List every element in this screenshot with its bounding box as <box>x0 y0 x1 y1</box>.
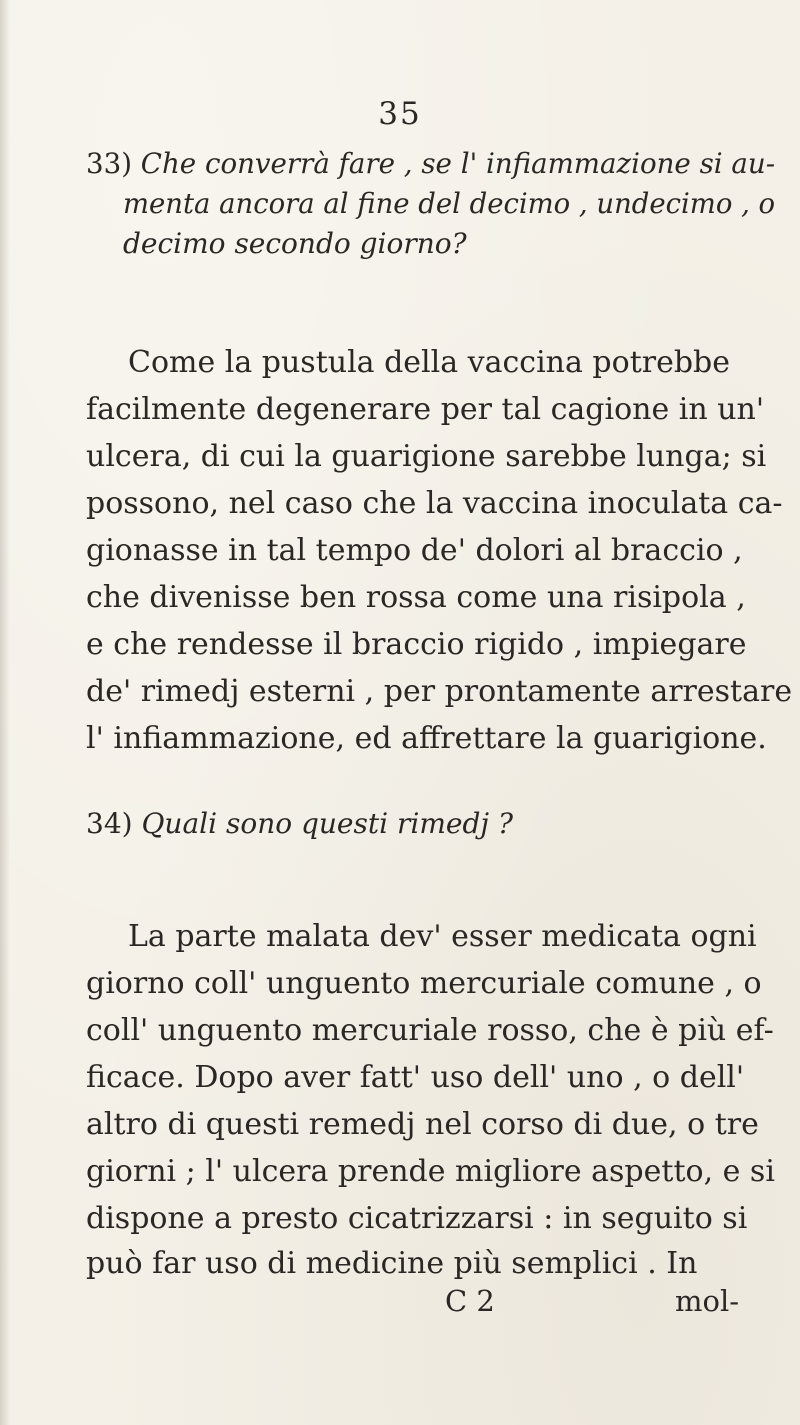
catchword: mol- <box>675 1284 740 1318</box>
answer-33-line-2: facilmente degenerare per tal cagione in un' <box>86 392 765 427</box>
question-33-line-1 <box>86 146 775 182</box>
answer-34-line-6: giorni ; l' ulcera prende migliore aspetto, e si <box>86 1154 775 1189</box>
question-33-number: 33) <box>86 147 133 180</box>
question-33-text-1: Che converrà fare , se l' infiammazione si au- <box>140 147 776 180</box>
answer-34-line-1: La parte malata dev' esser medicata ogni <box>128 919 757 954</box>
question-33-line-2: menta ancora al fine del decimo , undecimo , o <box>123 187 776 220</box>
answer-34-line-4: ficace. Dopo aver fatt' uso dell' uno , o dell' <box>86 1060 745 1095</box>
answer-33-line-8: de' rimedj esterni , per prontamente arrestare <box>86 674 793 709</box>
page-edge-shadow <box>0 0 10 1425</box>
answer-34-line-8: può far uso di medicine più semplici . In <box>86 1246 698 1281</box>
question-33-line-3: decimo secondo giorno? <box>123 227 467 260</box>
answer-34-line-5: altro di questi remedj nel corso di due, o tre <box>86 1107 759 1142</box>
answer-33-line-9: l' infiammazione, ed affrettare la guarigione. <box>86 721 767 756</box>
answer-33-line-1: Come la pustula della vaccina potrebbe <box>128 345 731 380</box>
answer-33-line-7: e che rendesse il braccio rigido , impiegare <box>86 627 747 662</box>
answer-34-line-2: giorno coll' unguento mercuriale comune , o <box>86 966 762 1001</box>
signature-mark: C 2 <box>445 1284 495 1318</box>
answer-33-line-6: che divenisse ben rossa come una risipola , <box>86 580 746 615</box>
question-34-text: Quali sono questi rimedj ? <box>141 807 513 840</box>
page-number: 35 <box>378 96 422 132</box>
question-34-line <box>86 806 513 842</box>
answer-33-line-4: possono, nel caso che la vaccina inoculata ca- <box>86 486 783 521</box>
answer-33-line-5: gionasse in tal tempo de' dolori al braccio , <box>86 533 743 568</box>
answer-34-line-7: dispone a presto cicatrizzarsi : in seguito si <box>86 1201 748 1236</box>
answer-33-line-3: ulcera, di cui la guarigione sarebbe lunga; si <box>86 439 767 474</box>
answer-34-line-3: coll' unguento mercuriale rosso, che è più ef- <box>86 1013 774 1048</box>
question-34-number: 34) <box>86 807 133 840</box>
